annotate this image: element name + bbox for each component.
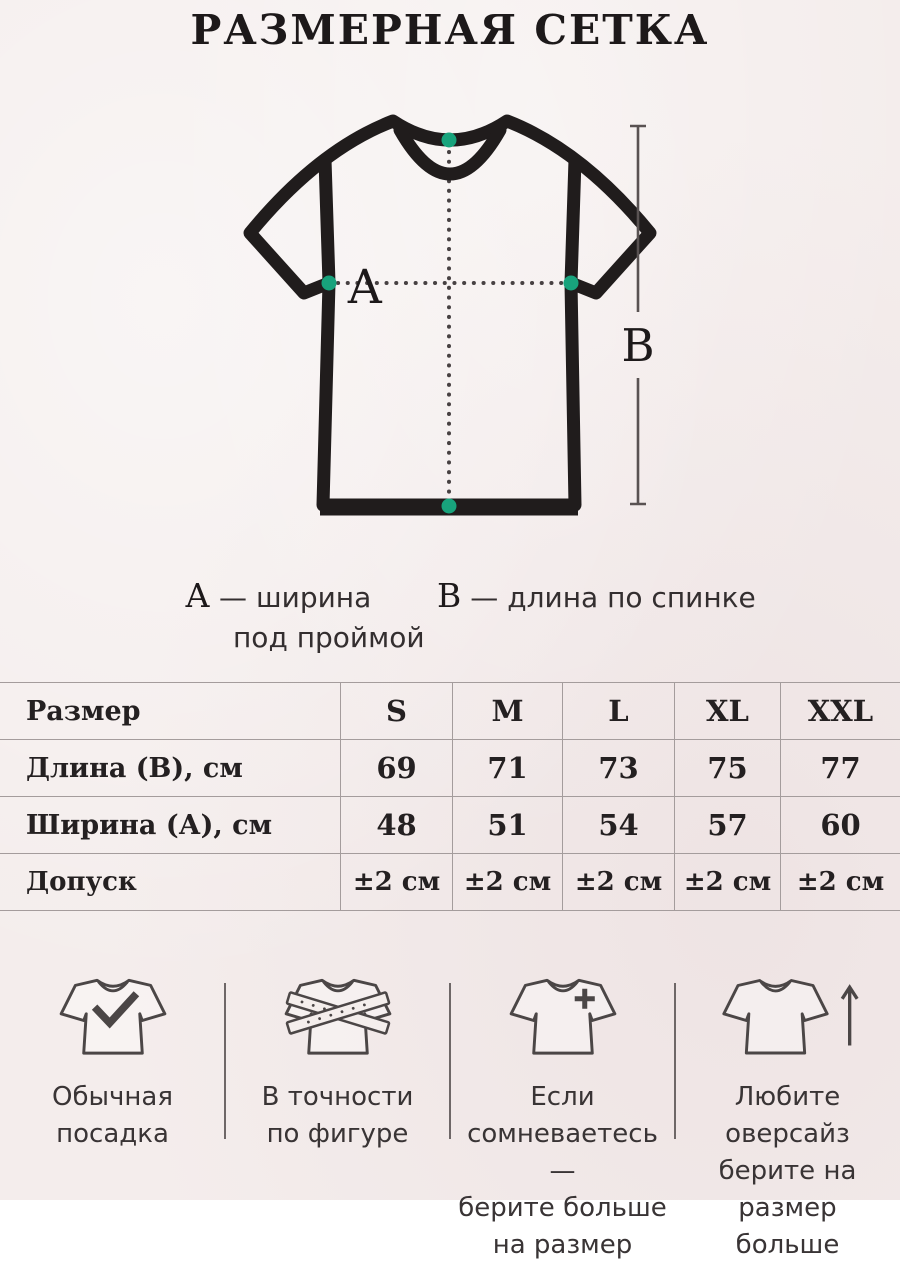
table-cell: 48 bbox=[340, 797, 452, 853]
column-header: Размер bbox=[26, 695, 141, 727]
row-label: Длина (В), см bbox=[26, 752, 243, 784]
table-cell: 60 bbox=[780, 797, 900, 853]
fit-option-exact bbox=[225, 962, 450, 1264]
left-armpit-dot bbox=[322, 276, 337, 291]
page-title: РАЗМЕРНАЯ СЕТКА bbox=[190, 6, 710, 54]
fit-option-oversize bbox=[675, 962, 900, 1264]
fit-option-regular bbox=[0, 962, 225, 1264]
hem-dot bbox=[442, 499, 457, 514]
tshirt-arrow-up-icon bbox=[713, 972, 863, 1064]
table-cell: ±2 см bbox=[562, 854, 674, 910]
fit-option-caption: Любите оверсайз берите на размер больше bbox=[718, 1082, 857, 1260]
column-header: S bbox=[340, 683, 452, 739]
tshirt-tape-icon bbox=[275, 972, 401, 1064]
table-row bbox=[0, 740, 900, 797]
tshirt-measure-diagram bbox=[230, 100, 670, 540]
legend-width-line1: А — ширина bbox=[185, 576, 372, 615]
fit-option-size-up-if-unsure bbox=[450, 962, 675, 1264]
table-cell: ±2 см bbox=[340, 854, 452, 910]
column-header: L bbox=[562, 683, 674, 739]
table-cell: 73 bbox=[562, 740, 674, 796]
table-cell: 51 bbox=[452, 797, 562, 853]
footer-divider bbox=[449, 983, 451, 1139]
table-cell: 75 bbox=[674, 740, 780, 796]
table-cell: 69 bbox=[340, 740, 452, 796]
table-cell: ±2 см bbox=[452, 854, 562, 910]
fit-option-caption: В точности по фигуре bbox=[261, 1082, 414, 1149]
table-header-row bbox=[0, 683, 900, 740]
fit-option-caption: Если сомневаетесь — берите больше на размер bbox=[458, 1082, 667, 1260]
legend-length-line1: В — длина по спинке bbox=[437, 576, 756, 615]
collar-dot bbox=[442, 133, 457, 148]
row-label: Допуск bbox=[26, 867, 137, 897]
table-cell: 71 bbox=[452, 740, 562, 796]
footer-divider bbox=[224, 983, 226, 1139]
right-armpit-dot bbox=[564, 276, 579, 291]
right-sleeve-seam bbox=[571, 160, 575, 283]
legend-width bbox=[185, 576, 425, 658]
left-sleeve-seam bbox=[325, 160, 329, 283]
table-cell: 77 bbox=[780, 740, 900, 796]
tshirt-plus-icon bbox=[500, 972, 626, 1064]
size-table bbox=[0, 682, 900, 911]
table-cell: ±2 см bbox=[674, 854, 780, 910]
tshirt-check-icon bbox=[50, 972, 176, 1064]
legend-width-line2: под проймой bbox=[233, 621, 425, 654]
column-header: XXL bbox=[780, 683, 900, 739]
fit-option-caption: Обычная посадка bbox=[52, 1082, 173, 1149]
footer-divider bbox=[674, 983, 676, 1139]
table-cell: 57 bbox=[674, 797, 780, 853]
table-row bbox=[0, 797, 900, 854]
table-row bbox=[0, 854, 900, 911]
measure-a-label: А bbox=[347, 260, 383, 315]
row-label: Ширина (А), см bbox=[26, 809, 273, 841]
measure-b-label: В bbox=[621, 319, 655, 372]
measure-b-line bbox=[630, 126, 646, 504]
column-header: M bbox=[452, 683, 562, 739]
column-header: XL bbox=[674, 683, 780, 739]
table-cell: 54 bbox=[562, 797, 674, 853]
legend-length bbox=[437, 576, 756, 618]
table-cell: ±2 см bbox=[780, 854, 900, 910]
